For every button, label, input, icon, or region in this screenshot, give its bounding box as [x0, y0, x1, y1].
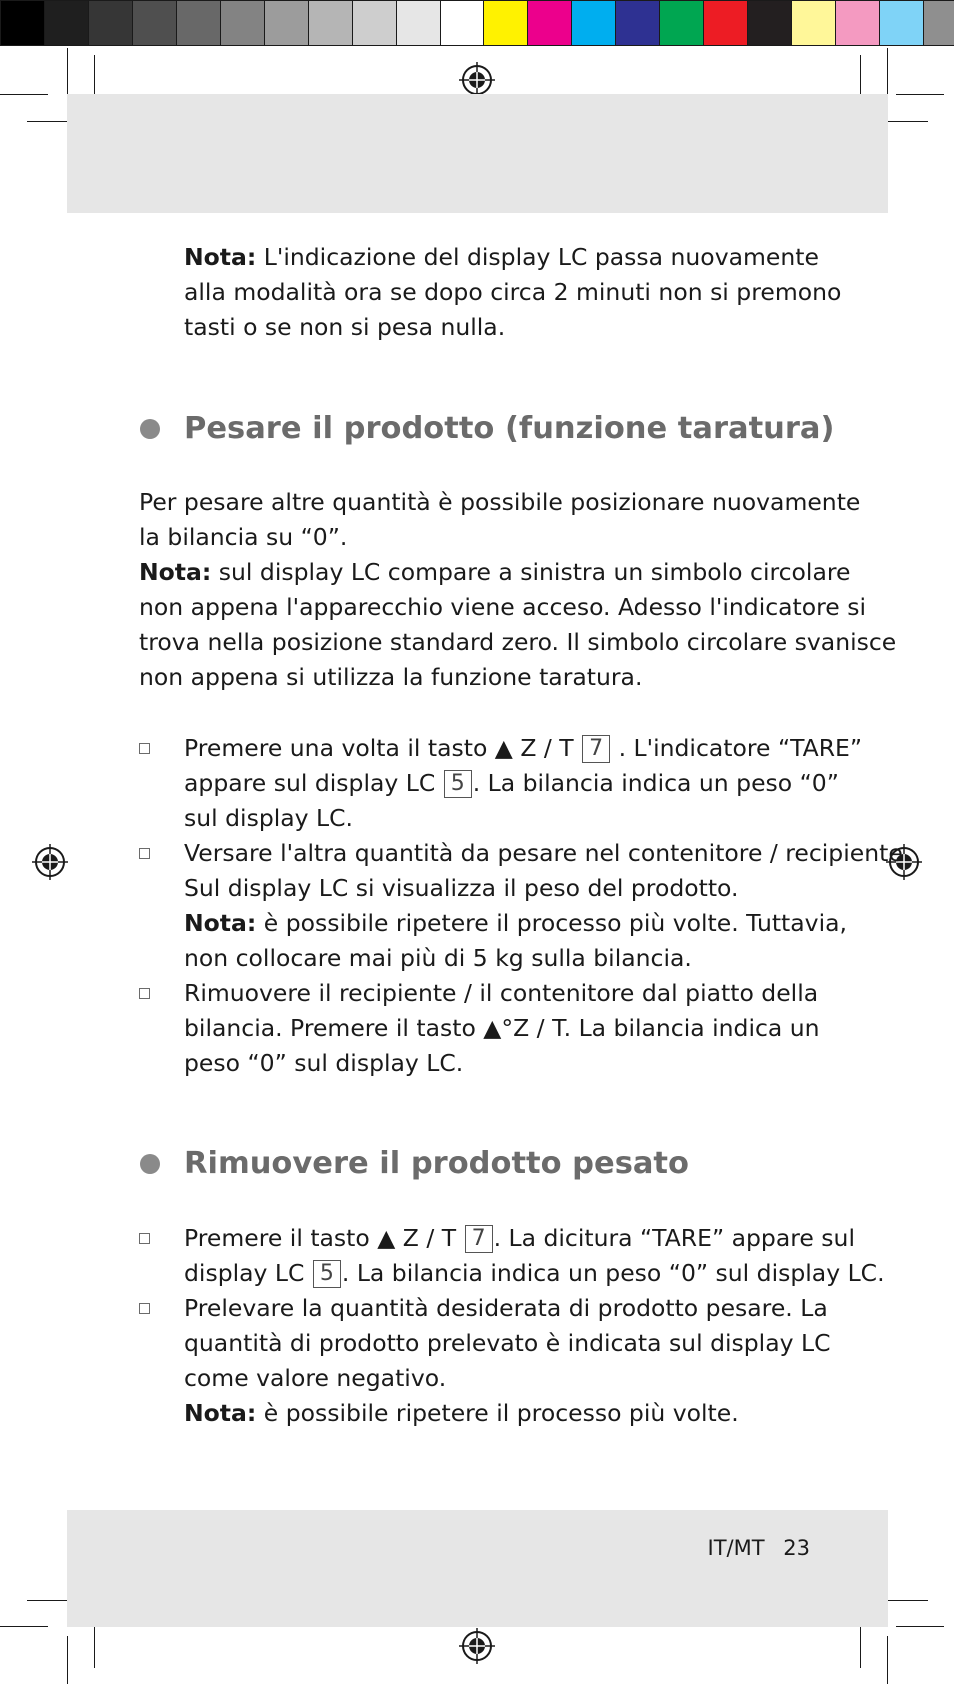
color-swatch — [703, 0, 747, 46]
step-text: . La bilancia indica un peso “0” — [472, 769, 839, 797]
crop-mark — [860, 1620, 861, 1668]
crop-mark — [94, 1620, 95, 1668]
crop-mark — [67, 1636, 68, 1684]
color-calibration-bar — [483, 0, 954, 46]
section-bullet — [140, 419, 160, 439]
note-label: Nota: — [184, 909, 257, 937]
step-checkbox — [139, 1303, 150, 1314]
registration-mark-icon — [459, 62, 495, 98]
note-paragraph — [184, 1396, 739, 1431]
color-swatch — [835, 0, 879, 46]
step-line — [184, 1256, 885, 1291]
crop-mark — [896, 1626, 944, 1627]
step-text: Premere il tasto ▲ Z / T — [184, 1224, 464, 1252]
note-text: è possibile ripetere il processo più volte. Tuttavia, — [256, 909, 847, 937]
section-heading-remove: Rimuovere il prodotto pesato — [184, 1146, 689, 1181]
step-line: come valore negativo. — [184, 1364, 447, 1392]
key-reference: 5 — [313, 1260, 341, 1288]
color-swatch — [791, 0, 835, 46]
step-text: . La bilancia indica un peso “0” sul display LC. — [341, 1259, 885, 1287]
intro-line: la bilancia su “0”. — [139, 523, 348, 551]
note-line: non appena si utilizza la funzione taratura. — [139, 663, 643, 691]
note-paragraph — [184, 906, 847, 941]
note-label: Nota: — [184, 1399, 257, 1427]
step-line: quantità di prodotto prelevato è indicata sul display LC — [184, 1329, 831, 1357]
color-swatch — [879, 0, 923, 46]
header-band — [67, 94, 888, 213]
step-line: Sul display LC si visualizza il peso del prodotto. — [184, 874, 739, 902]
section-bullet — [140, 1154, 160, 1174]
note-label: Nota: — [184, 243, 257, 271]
step-checkbox — [139, 988, 150, 999]
crop-mark — [896, 94, 944, 95]
step-checkbox — [139, 848, 150, 859]
note-text: sul display LC compare a sinistra un simbolo circolare — [211, 558, 851, 586]
note-line: non appena l'apparecchio viene acceso. Adesso l'indicatore si — [139, 593, 866, 621]
crop-mark — [0, 1626, 48, 1627]
footer-band — [67, 1510, 888, 1627]
color-swatch — [659, 0, 703, 46]
step-line: Rimuovere il recipiente / il contenitore dal piatto della — [184, 979, 819, 1007]
crop-mark — [887, 1636, 888, 1684]
gray-swatch — [44, 0, 88, 46]
gray-swatch — [88, 0, 132, 46]
step-text: Premere una volta il tasto ▲ Z / T — [184, 734, 582, 762]
note-line: alla modalità ora se dopo circa 2 minuti non si premono — [184, 278, 842, 306]
step-line — [184, 766, 839, 801]
color-swatch — [923, 0, 954, 46]
step-line: Versare l'altra quantità da pesare nel contenitore / recipiente. — [184, 839, 911, 867]
step-line: peso “0” sul display LC. — [184, 1049, 464, 1077]
gray-swatch — [0, 0, 44, 46]
key-reference: 5 — [444, 770, 472, 798]
crop-mark — [887, 48, 888, 96]
step-checkbox — [139, 743, 150, 754]
note-text: L'indicazione del display LC passa nuovamente — [256, 243, 819, 271]
color-swatch — [747, 0, 791, 46]
gray-swatch — [352, 0, 396, 46]
gray-swatch — [220, 0, 264, 46]
step-text: appare sul display LC — [184, 769, 443, 797]
note-label: Nota: — [139, 558, 212, 586]
gray-swatch — [308, 0, 352, 46]
intro-line: Per pesare altre quantità è possibile posizionare nuovamente — [139, 488, 861, 516]
step-line: sul display LC. — [184, 804, 354, 832]
color-swatch — [483, 0, 527, 46]
color-swatch — [615, 0, 659, 46]
grayscale-calibration-bar — [0, 0, 484, 46]
key-reference: 7 — [465, 1225, 493, 1253]
note-text: è possibile ripetere il processo più volte. — [256, 1399, 739, 1427]
color-swatch — [527, 0, 571, 46]
step-text: . L'indicatore “TARE” — [611, 734, 863, 762]
step-text: . La dicitura “TARE” appare sul — [493, 1224, 855, 1252]
page-number: 23 — [783, 1536, 810, 1560]
step-line — [184, 1221, 855, 1256]
step-line: non collocare mai più di 5 kg sulla bilancia. — [184, 944, 692, 972]
gray-swatch — [440, 0, 484, 46]
step-line: Prelevare la quantità desiderata di prodotto pesare. La — [184, 1294, 828, 1322]
crop-mark — [67, 48, 68, 96]
section-heading-tare: Pesare il prodotto (funzione taratura) — [184, 411, 835, 446]
step-line: bilancia. Premere il tasto ▲°Z / T. La bilancia indica un — [184, 1014, 820, 1042]
crop-mark — [0, 94, 48, 95]
page-footer — [708, 1536, 810, 1560]
gray-swatch — [396, 0, 440, 46]
key-reference: 7 — [582, 735, 610, 763]
language-code: IT/MT — [707, 1536, 765, 1560]
step-text: display LC — [184, 1259, 312, 1287]
registration-mark-icon — [459, 1628, 495, 1664]
note-paragraph — [184, 240, 819, 275]
step-checkbox — [139, 1233, 150, 1244]
color-swatch — [571, 0, 615, 46]
step-line — [184, 731, 862, 766]
note-line: trova nella posizione standard zero. Il simbolo circolare svanisce — [139, 628, 897, 656]
gray-swatch — [264, 0, 308, 46]
registration-mark-icon — [32, 844, 68, 880]
note-line: tasti o se non si pesa nulla. — [184, 313, 506, 341]
gray-swatch — [132, 0, 176, 46]
note-paragraph — [139, 555, 850, 590]
gray-swatch — [176, 0, 220, 46]
